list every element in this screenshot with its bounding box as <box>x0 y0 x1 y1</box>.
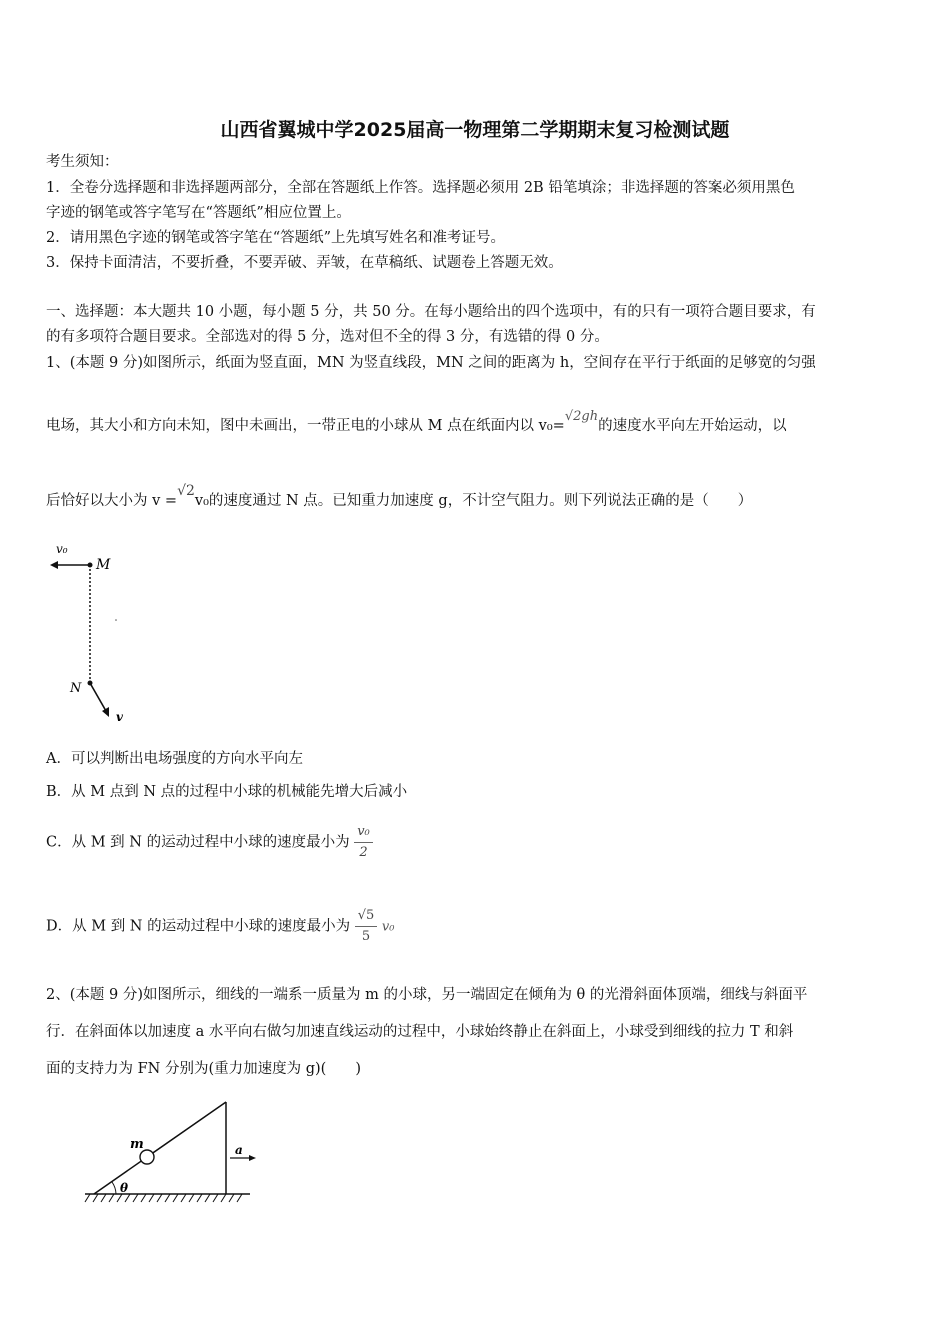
q1-line-3 <box>46 483 753 511</box>
q1-line-1: 1、(本题 9 分)如图所示，纸面为竖直面，MN 为竖直线段，MN 之间的距离为 h，空间存在平行于纸面的足够宽的匀强 <box>46 355 816 371</box>
ground-hatching <box>85 1194 242 1202</box>
notice-line-2: 2．请用黑色字迹的钢笔或答字笔在“答题纸”上先填写姓名和准考证号。 <box>46 230 506 246</box>
fig-a-label: a <box>235 1143 243 1157</box>
q1-line-2a: 电场，其大小和方向未知，图中未画出，一带正电的小球从 M 点在纸面内以 v₀= <box>46 418 565 434</box>
q1-sqrt2: √2 <box>177 483 195 499</box>
q1-line-2b: 的速度水平向左开始运动，以 <box>598 418 787 434</box>
notice-heading: 考生须知： <box>46 154 119 170</box>
q1-option-c-fraction <box>354 822 373 863</box>
v0-arrowhead <box>50 561 58 569</box>
q1-option-b: B．从 M 点到 N 点的过程中小球的机械能先增大后减小 <box>46 784 408 800</box>
ball <box>140 1150 154 1164</box>
section-line-2: 的有多项符合题目要求。全部选对的得 5 分，选对但不全的得 3 分，有选错的得 0 分。 <box>46 329 609 345</box>
section-line-1: 一、选择题：本大题共 10 小题，每小题 5 分，共 50 分。在每小题给出的四个选项中，有的只有一项符合题目要求，有 <box>46 304 816 320</box>
notice-line-1b: 字迹的钢笔或答字笔写在“答题纸”相应位置上。 <box>46 205 351 221</box>
q2-line-2: 行．在斜面体以加速度 a 水平向右做匀加速直线运动的过程中，小球始终静止在斜面上，小球受到细线的拉力 T 和斜 <box>46 1024 794 1040</box>
q1-option-c-num: v₀ <box>354 822 373 843</box>
q1-line-2 <box>46 409 787 437</box>
page-title: 山西省翼城中学2025届高一物理第二学期期末复习检测试题 <box>220 119 730 141</box>
q1-v0-formula: √2gh <box>564 409 599 424</box>
a-arrowhead <box>249 1155 256 1161</box>
theta-arc <box>112 1182 116 1194</box>
q1-option-d <box>46 906 394 947</box>
fig-v-label: v <box>116 710 123 724</box>
q2-line-3: 面的支持力为 FN 分别为(重力加速度为 g)( ) <box>46 1061 361 1077</box>
q1-option-d-den: 5 <box>361 929 371 944</box>
fig-theta-label: θ <box>120 1181 129 1195</box>
q1-line-3b: v₀的速度通过 N 点。已知重力加速度 g，不计空气阻力。则下列说法正确的是（ ） <box>194 493 753 509</box>
string <box>148 1102 226 1156</box>
q1-option-d-num: √5 <box>355 906 378 927</box>
fig-m-label: m <box>130 1137 144 1152</box>
q1-figure <box>44 535 164 730</box>
notice-line-3: 3．保持卡面清洁，不要折叠，不要弄破、弄皱，在草稿纸、试题卷上答题无效。 <box>46 255 563 271</box>
q2-line-1: 2、(本题 9 分)如图所示，细线的一端系一质量为 m 的小球，另一端固定在倾角为 θ 的光滑斜面体顶端，细线与斜面平 <box>46 987 808 1003</box>
q1-option-a: A．可以判断出电场强度的方向水平向左 <box>46 751 303 767</box>
notice-line-1a: 1．全卷分选择题和非选择题两部分，全部在答题纸上作答。选择题必须用 2B 铅笔填涂；非选择题的答案必须用黑色 <box>46 180 795 196</box>
q2-figure <box>80 1090 270 1210</box>
fig-m-label: M <box>96 557 111 573</box>
fig-v0-label: v₀ <box>56 542 68 556</box>
v-arrowhead <box>102 707 109 717</box>
q1-option-c <box>46 822 373 863</box>
q1-option-c-text: C．从 M 到 N 的运动过程中小球的速度最小为 <box>46 834 350 851</box>
q1-option-d-fraction <box>355 906 378 947</box>
fig-n-label: N <box>70 681 82 696</box>
v-arrow <box>90 683 106 711</box>
q1-option-d-tail: v₀ <box>381 919 395 935</box>
q1-line-3a: 后恰好以大小为 v = <box>46 493 178 509</box>
q1-option-d-text: D．从 M 到 N 的运动过程中小球的速度最小为 <box>46 918 351 935</box>
q1-option-c-den: 2 <box>359 845 368 860</box>
